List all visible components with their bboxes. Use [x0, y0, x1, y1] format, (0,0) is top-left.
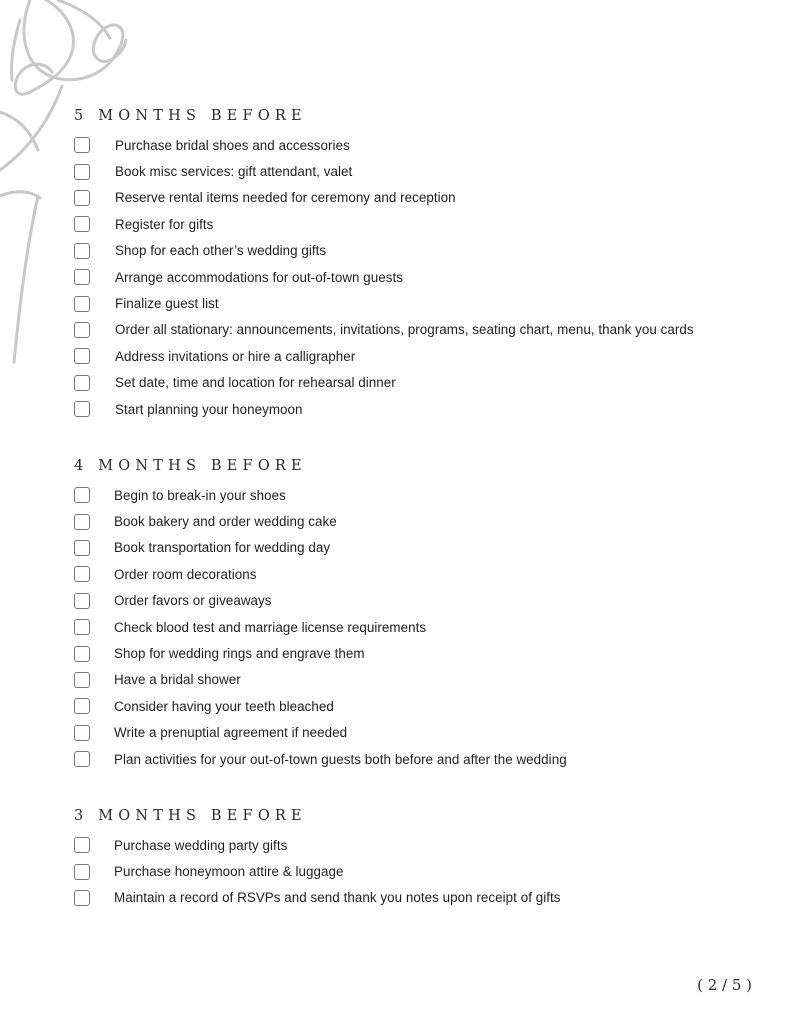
section-title: 3 MONTHS BEFORE: [74, 808, 307, 824]
checkbox[interactable]: [74, 540, 90, 556]
checklist: [74, 482, 774, 772]
section-title: 4 MONTHS BEFORE: [74, 458, 307, 474]
item-label: Book misc services: gift attendant, valet: [115, 164, 353, 180]
item-label: Check blood test and marriage license requirements: [114, 619, 427, 635]
checklist-item: [74, 211, 774, 237]
item-label: Order all stationary: announcements, invitations, programs, seating chart, menu, thank you cards: [115, 322, 694, 338]
checklist-item: [74, 746, 774, 772]
item-label: Order room decorations: [114, 566, 257, 582]
item-label: Purchase bridal shoes and accessories: [115, 137, 350, 153]
checklist: [74, 832, 774, 911]
item-label: Set date, time and location for rehearsal dinner: [115, 375, 396, 391]
item-label: Maintain a record of RSVPs and send thank you notes upon receipt of gifts: [114, 890, 561, 906]
item-label: Finalize guest list: [115, 296, 219, 312]
checkbox[interactable]: [74, 646, 90, 662]
checkbox[interactable]: [74, 837, 90, 853]
checkbox[interactable]: [74, 190, 90, 206]
checklist-item: [74, 396, 774, 422]
checklist-item: [74, 370, 774, 396]
checkbox[interactable]: [74, 322, 90, 338]
checklist-item: [74, 858, 774, 884]
checkbox[interactable]: [74, 514, 90, 530]
item-label: Have a bridal shower: [114, 672, 241, 688]
checkbox[interactable]: [74, 216, 90, 232]
checklist-item: [74, 693, 774, 719]
checkbox[interactable]: [74, 566, 90, 582]
section-4-months: [74, 458, 774, 772]
checklist-item: [74, 343, 774, 369]
checklist-item: [74, 720, 774, 746]
checklist-item: [74, 588, 774, 614]
page-number: ( 2 / 5 ): [697, 976, 752, 994]
item-label: Purchase honeymoon attire & luggage: [114, 864, 344, 880]
item-label: Book bakery and order wedding cake: [114, 514, 337, 530]
item-label: Consider having your teeth bleached: [114, 698, 334, 714]
checklist-item: [74, 482, 774, 508]
checkbox[interactable]: [74, 751, 90, 767]
checklist-item: [74, 508, 774, 534]
item-label: Address invitations or hire a calligrapher: [115, 348, 356, 364]
section-5-months: [74, 108, 774, 422]
checkbox[interactable]: [74, 375, 90, 391]
checklist-item: [74, 614, 774, 640]
checkbox[interactable]: [74, 348, 90, 364]
checkbox[interactable]: [74, 296, 90, 312]
item-label: Register for gifts: [115, 216, 214, 232]
checklist-item: [74, 185, 774, 211]
item-label: Reserve rental items needed for ceremony and reception: [115, 190, 456, 206]
checkbox[interactable]: [74, 725, 90, 741]
checklist-item: [74, 885, 774, 911]
item-label: Start planning your honeymoon: [115, 401, 303, 417]
checkbox[interactable]: [74, 487, 90, 503]
section-3-months: [74, 808, 774, 911]
item-label: Book transportation for wedding day: [114, 540, 331, 556]
checklist: [74, 132, 774, 422]
checklist-item: [74, 832, 774, 858]
checklist-item: [74, 535, 774, 561]
checklist-item: [74, 640, 774, 666]
checklist-item: [74, 132, 774, 158]
checkbox[interactable]: [74, 137, 90, 153]
item-label: Shop for wedding rings and engrave them: [114, 646, 365, 662]
checklist-item: [74, 264, 774, 290]
item-label: Plan activities for your out-of-town guests both before and after the wedding: [114, 751, 567, 767]
checklist-item: [74, 317, 774, 343]
checklist-item: [74, 290, 774, 316]
checkbox[interactable]: [74, 269, 90, 285]
checklist-item: [74, 158, 774, 184]
item-label: Begin to break-in your shoes: [114, 487, 286, 503]
section-title: 5 MONTHS BEFORE: [74, 108, 307, 124]
checkbox[interactable]: [74, 672, 90, 688]
item-label: Purchase wedding party gifts: [114, 837, 288, 853]
checkbox[interactable]: [74, 698, 90, 714]
checkbox[interactable]: [74, 164, 90, 180]
item-label: Arrange accommodations for out-of-town guests: [115, 269, 404, 285]
checkbox[interactable]: [74, 593, 90, 609]
checklist-item: [74, 667, 774, 693]
checkbox[interactable]: [74, 864, 90, 880]
checkbox[interactable]: [74, 401, 90, 417]
checklist-item: [74, 561, 774, 587]
checkbox[interactable]: [74, 619, 90, 635]
checklist-item: [74, 238, 774, 264]
item-label: Shop for each other’s wedding gifts: [115, 243, 327, 259]
item-label: Write a prenuptial agreement if needed: [114, 725, 348, 741]
checkbox[interactable]: [74, 243, 90, 259]
checkbox[interactable]: [74, 890, 90, 906]
item-label: Order favors or giveaways: [114, 593, 272, 609]
